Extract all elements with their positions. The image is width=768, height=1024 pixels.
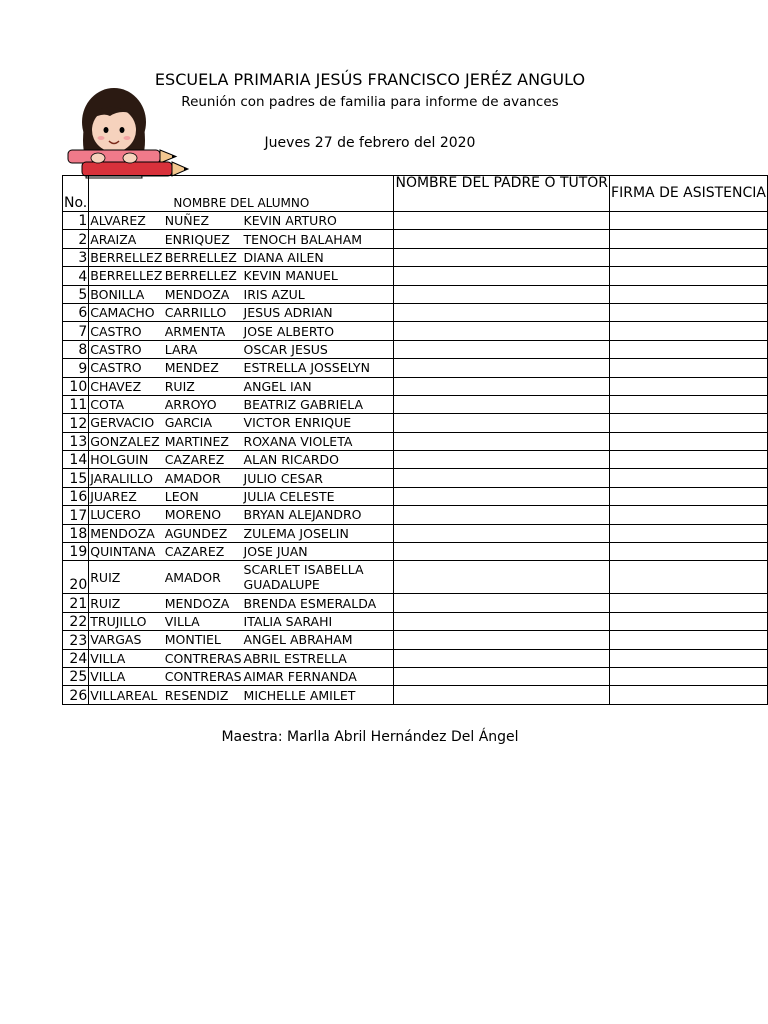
parent-name-cell[interactable]	[394, 267, 610, 285]
second-surname: CAZAREZ	[164, 451, 243, 469]
row-number: 25	[63, 667, 89, 685]
signature-cell[interactable]	[610, 230, 768, 248]
given-names: AIMAR FERNANDA	[243, 667, 394, 685]
row-number: 19	[63, 543, 89, 561]
second-surname: AGUNDEZ	[164, 524, 243, 542]
first-surname: COTA	[89, 395, 164, 413]
second-surname: MENDOZA	[164, 594, 243, 612]
signature-cell[interactable]	[610, 667, 768, 685]
signature-cell[interactable]	[610, 359, 768, 377]
given-names: SCARLET ISABELLA GUADALUPE	[243, 561, 394, 594]
parent-name-cell[interactable]	[394, 649, 610, 667]
attendance-table	[62, 175, 768, 705]
table-row	[63, 377, 768, 395]
row-number: 12	[63, 414, 89, 432]
parent-name-cell[interactable]	[394, 506, 610, 524]
signature-cell[interactable]	[610, 395, 768, 413]
signature-cell[interactable]	[610, 543, 768, 561]
signature-cell[interactable]	[610, 212, 768, 230]
given-names: JESUS ADRIAN	[243, 303, 394, 321]
first-surname: BERRELLEZ	[90, 249, 163, 265]
first-surname: CAMACHO	[89, 303, 164, 321]
signature-cell[interactable]	[610, 686, 768, 704]
row-number: 9	[63, 359, 89, 377]
given-names: ABRIL ESTRELLA	[243, 649, 394, 667]
first-surname: GONZALEZ	[89, 432, 164, 450]
signature-cell[interactable]	[610, 631, 768, 649]
row-number: 21	[63, 594, 89, 612]
parent-name-cell[interactable]	[394, 432, 610, 450]
signature-cell[interactable]	[610, 322, 768, 340]
row-number: 22	[63, 612, 89, 630]
second-surname: AMADOR	[164, 561, 243, 594]
table-row	[63, 612, 768, 630]
given-names: TENOCH BALAHAM	[243, 230, 394, 248]
parent-name-cell[interactable]	[394, 303, 610, 321]
given-names: ANGEL IAN	[243, 377, 394, 395]
given-names: ANGEL ABRAHAM	[243, 631, 394, 649]
table-row	[63, 248, 768, 266]
parent-name-cell[interactable]	[394, 667, 610, 685]
second-surname: MENDOZA	[164, 285, 243, 303]
first-surname: RUIZ	[89, 594, 164, 612]
first-surname: ALVAREZ	[89, 212, 164, 230]
parent-name-cell[interactable]	[394, 594, 610, 612]
first-surname: RUIZ	[89, 561, 164, 594]
second-surname: MENDEZ	[164, 359, 243, 377]
second-surname: LARA	[164, 340, 243, 358]
document-subtitle: Reunión con padres de familia para informe de avances	[181, 94, 559, 110]
first-surname: CHAVEZ	[89, 377, 164, 395]
second-surname: MONTIEL	[164, 631, 243, 649]
row-number: 15	[63, 469, 89, 487]
signature-cell[interactable]	[610, 451, 768, 469]
table-row	[63, 212, 768, 230]
table-row	[63, 432, 768, 450]
table-row	[63, 451, 768, 469]
signature-cell[interactable]	[610, 524, 768, 542]
first-surname: HOLGUIN	[89, 451, 164, 469]
first-surname: LUCERO	[89, 506, 164, 524]
document-title: ESCUELA PRIMARIA JESÚS FRANCISCO JERÉZ ANGULO	[154, 70, 586, 89]
signature-cell[interactable]	[610, 649, 768, 667]
table-row	[63, 594, 768, 612]
signature-cell[interactable]	[610, 487, 768, 505]
first-surname: ARAIZA	[89, 230, 164, 248]
given-names: JULIO CESAR	[243, 469, 394, 487]
signature-cell[interactable]	[610, 248, 768, 266]
table-header-row	[63, 176, 768, 212]
parent-name-cell[interactable]	[394, 230, 610, 248]
given-names: ROXANA VIOLETA	[243, 432, 394, 450]
second-surname: CARRILLO	[164, 303, 243, 321]
table-row	[63, 561, 768, 594]
given-names: KEVIN MANUEL	[243, 267, 394, 285]
parent-name-cell[interactable]	[394, 631, 610, 649]
given-names: JULIA CELESTE	[243, 487, 394, 505]
parent-name-cell[interactable]	[394, 212, 610, 230]
second-surname: NUÑEZ	[164, 212, 243, 230]
parent-name-cell[interactable]	[394, 451, 610, 469]
parent-name-cell[interactable]	[394, 322, 610, 340]
table-row	[63, 649, 768, 667]
parent-name-cell[interactable]	[394, 340, 610, 358]
given-names: IRIS AZUL	[243, 285, 394, 303]
signature-cell[interactable]	[610, 594, 768, 612]
parent-name-cell[interactable]	[394, 359, 610, 377]
given-names: ALAN RICARDO	[243, 451, 394, 469]
teacher-name: Maestra: Marlla Abril Hernández Del Ángel	[221, 729, 519, 745]
first-surname: CASTRO	[89, 359, 164, 377]
given-names: OSCAR JESUS	[243, 340, 394, 358]
parent-name-cell[interactable]	[394, 487, 610, 505]
table-row	[63, 667, 768, 685]
signature-cell[interactable]	[610, 432, 768, 450]
row-number: 20	[63, 561, 89, 594]
row-number: 8	[63, 340, 89, 358]
row-number: 4	[63, 267, 89, 285]
table-row	[63, 506, 768, 524]
header-signature: FIRMA DE ASISTENCIA	[610, 176, 768, 212]
second-surname: VILLA	[164, 612, 243, 630]
second-surname: BERRELLEZ	[164, 248, 243, 266]
table-row	[63, 359, 768, 377]
table-row	[63, 267, 768, 285]
signature-cell[interactable]	[610, 469, 768, 487]
signature-cell[interactable]	[610, 414, 768, 432]
parent-name-cell[interactable]	[394, 543, 610, 561]
parent-name-cell[interactable]	[394, 377, 610, 395]
row-number: 24	[63, 649, 89, 667]
table-row	[63, 340, 768, 358]
first-surname: JARALILLO	[89, 469, 164, 487]
row-number: 11	[63, 395, 89, 413]
given-names: DIANA AILEN	[243, 248, 394, 266]
first-surname: CASTRO	[89, 322, 164, 340]
signature-cell[interactable]	[610, 612, 768, 630]
table-row	[63, 524, 768, 542]
second-surname: ARROYO	[164, 395, 243, 413]
row-number: 16	[63, 487, 89, 505]
given-names: ESTRELLA JOSSELYN	[243, 359, 394, 377]
first-surname: VARGAS	[89, 631, 164, 649]
second-surname: CONTRERAS	[164, 669, 242, 685]
parent-name-cell[interactable]	[394, 248, 610, 266]
parent-name-cell[interactable]	[394, 469, 610, 487]
parent-name-cell[interactable]	[394, 285, 610, 303]
row-number: 13	[63, 432, 89, 450]
given-names: JOSE JUAN	[243, 543, 394, 561]
parent-name-cell[interactable]	[394, 395, 610, 413]
table-row	[63, 285, 768, 303]
signature-cell[interactable]	[610, 285, 768, 303]
header-student-name: NOMBRE DEL ALUMNO	[89, 176, 394, 212]
signature-cell[interactable]	[610, 506, 768, 524]
meeting-date: Jueves 27 de febrero del 2020	[264, 135, 476, 151]
table-row	[63, 414, 768, 432]
table-row	[63, 303, 768, 321]
parent-name-cell[interactable]	[394, 524, 610, 542]
second-surname: MORENO	[164, 506, 243, 524]
given-names: BEATRIZ GABRIELA	[243, 395, 394, 413]
first-surname: JUAREZ	[89, 487, 164, 505]
signature-cell[interactable]	[610, 267, 768, 285]
row-number: 2	[63, 230, 89, 248]
parent-name-cell[interactable]	[394, 561, 610, 594]
second-surname: ARMENTA	[164, 322, 243, 340]
second-surname: CONTRERAS	[164, 650, 242, 666]
table-row	[63, 543, 768, 561]
row-number: 26	[63, 686, 89, 704]
second-surname: CAZAREZ	[164, 543, 243, 561]
row-number: 23	[63, 631, 89, 649]
second-surname: RUIZ	[164, 377, 243, 395]
first-surname: CASTRO	[89, 340, 164, 358]
given-names: KEVIN ARTURO	[243, 212, 394, 230]
second-surname: MARTINEZ	[164, 432, 243, 450]
table-row	[63, 469, 768, 487]
row-number: 14	[63, 451, 89, 469]
parent-name-cell[interactable]	[394, 414, 610, 432]
first-surname: GERVACIO	[89, 414, 164, 432]
first-surname: BERRELLEZ	[90, 268, 163, 284]
second-surname: RESENDIZ	[164, 686, 243, 704]
table-row	[63, 322, 768, 340]
second-surname: GARCIA	[164, 414, 243, 432]
parent-name-cell[interactable]	[394, 686, 610, 704]
second-surname: LEON	[164, 487, 243, 505]
given-names: ITALIA SARAHI	[243, 612, 394, 630]
given-names: ZULEMA JOSELIN	[243, 524, 394, 542]
row-number: 18	[63, 524, 89, 542]
second-surname: BERRELLEZ	[164, 267, 243, 285]
given-names: BRYAN ALEJANDRO	[243, 506, 394, 524]
row-number: 10	[63, 377, 89, 395]
first-surname: BONILLA	[89, 285, 164, 303]
first-surname: MENDOZA	[89, 524, 164, 542]
signature-cell[interactable]	[610, 377, 768, 395]
table-row	[63, 686, 768, 704]
header-no: No.	[63, 176, 89, 212]
first-surname: VILLA	[89, 667, 164, 685]
second-surname: ENRIQUEZ	[164, 230, 243, 248]
row-number: 6	[63, 303, 89, 321]
row-number: 1	[63, 212, 89, 230]
given-names: MICHELLE AMILET	[243, 686, 394, 704]
signature-cell[interactable]	[610, 340, 768, 358]
given-names: VICTOR ENRIQUE	[243, 414, 394, 432]
second-surname: AMADOR	[164, 469, 243, 487]
table-row	[63, 487, 768, 505]
first-surname: VILLAREAL	[89, 686, 164, 704]
signature-cell[interactable]	[610, 303, 768, 321]
parent-name-cell[interactable]	[394, 612, 610, 630]
signature-cell[interactable]	[610, 561, 768, 594]
table-row	[63, 395, 768, 413]
header-parent-name: NOMBRE DEL PADRE O TUTOR	[394, 176, 610, 212]
first-surname: TRUJILLO	[89, 612, 164, 630]
row-number: 5	[63, 285, 89, 303]
first-surname: VILLA	[89, 649, 164, 667]
row-number: 3	[63, 248, 89, 266]
table-row	[63, 230, 768, 248]
row-number: 7	[63, 322, 89, 340]
table-row	[63, 631, 768, 649]
row-number: 17	[63, 506, 89, 524]
girl-with-pencils-icon	[62, 86, 192, 186]
first-surname: QUINTANA	[89, 543, 164, 561]
given-names: BRENDA ESMERALDA	[243, 594, 394, 612]
given-names: JOSE ALBERTO	[243, 322, 394, 340]
